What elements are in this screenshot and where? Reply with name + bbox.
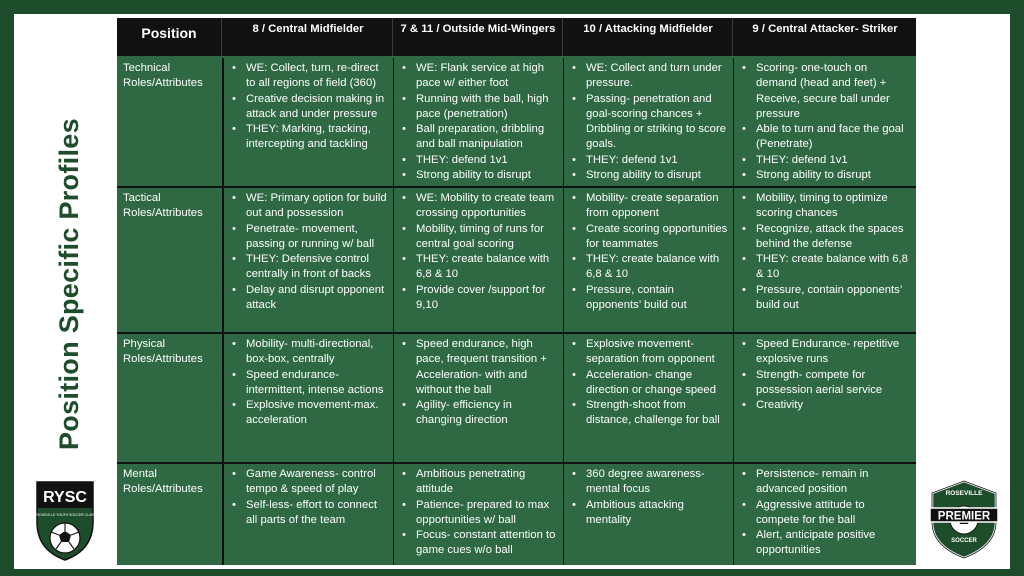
rysc-logo [34,478,96,562]
list-item: • Running with the ball, high pace (penetration) [416,92,558,123]
premier-logo-name: PREMIER [937,510,991,523]
mental-outside-mid-cell [394,464,563,565]
list-item: • Explosive movement-separation from opponent [586,337,728,368]
mental-striker-cell [734,464,916,565]
tactical-central-midfielder-cell [224,188,393,332]
tactical-outside-mid-cell [394,188,563,332]
list-item: • Strong ability to disrupt [756,168,911,183]
list-item: • Mobility, timing to optimize scoring chances [756,191,911,222]
physical-striker-cell [734,334,916,462]
slide-title: Position Specific Profiles [54,118,84,450]
list-item: • Strength- compete for possession aerial service [756,368,911,399]
header-central-attacker-striker: 9 / Central Attacker- Striker [734,18,916,56]
list-item: • WE: Collect and turn under pressure. [586,61,728,92]
list-item: • Self-less- effort to connect all parts of the team [246,498,388,529]
roseville-premier-logo [926,478,1002,560]
list-item: • Penetrate- movement, passing or running w/ ball [246,222,388,253]
premier-logo-sub: SOCCER [951,538,977,544]
header-outside-mid-wingers: 7 & 11 / Outside Mid-Wingers [394,18,563,56]
list-item: • Alert, anticipate positive opportunities [756,528,911,559]
tactical-attacking-midfielder-cell [564,188,733,332]
list-item: • Strong ability to disrupt [416,168,558,183]
list-item: • Passing- penetration and goal-scoring chances + Dribbling or striking to score goals. [586,92,728,153]
position-profiles-table [117,18,916,565]
list-item: • Strength-shoot from distance, challenge for ball [586,398,728,429]
list-item: • WE: Flank service at high pace w/ either foot [416,61,558,92]
list-item: • THEY: defend 1v1 [416,153,558,168]
list-item: • Focus- constant attention to game cues w/o ball [416,528,558,559]
list-item: • Scoring- one-touch on demand (head and feet) + Receive, secure ball under pressure [756,61,911,122]
list-item: • THEY: create balance with 6,8 & 10 [416,252,558,283]
list-item: • WE: Collect, turn, re-direct to all regions of field (360) [246,61,388,92]
list-item: • Ambitious penetrating attitude [416,467,558,498]
list-item: • THEY: defend 1v1 [756,153,911,168]
list-item: • THEY: create balance with 6,8 & 10 [756,252,911,283]
row-label-technical: Technical Roles/Attributes [117,58,222,186]
list-item: • Pressure, contain opponents’ build out [586,283,728,314]
list-item: • Strong ability to disrupt [586,168,728,183]
list-item: • Provide cover /support for 9,10 [416,283,558,314]
row-label-tactical: Tactical Roles/Attributes [117,188,222,332]
header-attacking-midfielder: 10 / Attacking Midfielder [564,18,733,56]
list-item: • Mobility- create separation from opponent [586,191,728,222]
list-item: • Ball preparation, dribbling and ball manipulation [416,122,558,153]
list-item: • 360 degree awareness-mental focus [586,467,728,498]
list-item: • Recognize, attack the spaces behind the defense [756,222,911,253]
list-item: • Speed endurance-intermittent, intense actions [246,368,388,399]
list-item: • Delay and disrupt opponent attack [246,283,388,314]
list-item: • Ambitious attacking mentality [586,498,728,529]
physical-outside-mid-cell [394,334,563,462]
physical-attacking-midfielder-cell [564,334,733,462]
list-item: • Speed Endurance- repetitive explosive runs [756,337,911,368]
list-item: • Aggressive attitude to compete for the ball [756,498,911,529]
rysc-logo-sub: ROSEVILLE YOUTH SOCCER CLUB [36,513,94,517]
list-item: • Mobility, timing of runs for central goal scoring [416,222,558,253]
list-item: • WE: Primary option for build out and possession [246,191,388,222]
row-label-mental: Mental Roles/Attributes [117,464,222,565]
list-item: • Pressure, contain opponents’ build out [756,283,911,314]
technical-striker-cell [734,58,916,186]
header-central-midfielder: 8 / Central Midfielder [224,18,393,56]
mental-central-midfielder-cell [224,464,393,565]
list-item: • Speed endurance, high pace, frequent transition + Acceleration- with and without the ball [416,337,558,398]
list-item: • Creativity [756,398,911,413]
list-item: • THEY: Defensive control centrally in front of backs [246,252,388,283]
physical-central-midfielder-cell [224,334,393,462]
list-item: • Acceleration- change direction or change speed [586,368,728,399]
premier-logo-top: ROSEVILLE [945,490,983,497]
mental-attacking-midfielder-cell [564,464,733,565]
list-item: • Mobility- multi-directional, box-box, centrally [246,337,388,368]
technical-outside-mid-cell [394,58,563,186]
row-label-physical: Physical Roles/Attributes [117,334,222,462]
rysc-logo-name: RYSC [43,489,87,506]
list-item: • THEY: create balance with 6,8 & 10 [586,252,728,283]
list-item: • Able to turn and face the goal (Penetrate) [756,122,911,153]
list-item: • WE: Mobility to create team crossing opportunities [416,191,558,222]
list-item: • Create scoring opportunities for teammates [586,222,728,253]
header-position: Position [117,18,222,56]
technical-central-midfielder-cell [224,58,393,186]
list-item: • Game Awareness- control tempo & speed of play [246,467,388,498]
list-item: • THEY: defend 1v1 [586,153,728,168]
list-item: • THEY: Marking, tracking, intercepting and tackling [246,122,388,153]
tactical-striker-cell [734,188,916,332]
list-item: • Creative decision making in attack and under pressure [246,92,388,123]
list-item: • Patience- prepared to max opportunities w/ ball [416,498,558,529]
list-item: • Explosive movement-max. acceleration [246,398,388,429]
list-item: • Agility- efficiency in changing direction [416,398,558,429]
technical-attacking-midfielder-cell [564,58,733,186]
list-item: • Persistence- remain in advanced position [756,467,911,498]
